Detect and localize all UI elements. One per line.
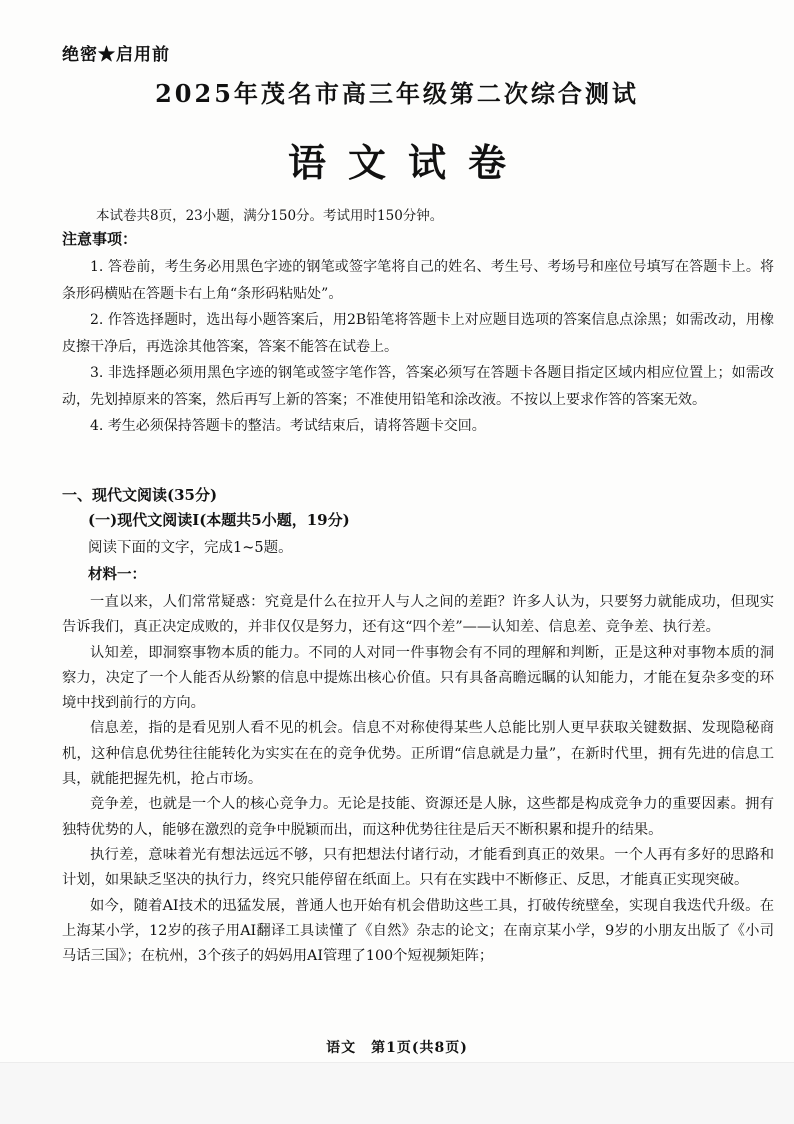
passage-paragraph: 竞争差，也就是一个人的核心竞争力。无论是技能、资源还是人脉，这些都是构成竞争力的重要因素。拥有独特优势的人，能够在激烈的竞争中脱颖而出，而这种优势往往是后天不断积累和提升的结果。 — [62, 796, 774, 838]
notice-list — [62, 254, 774, 440]
reading-instruction: 阅读下面的文字，完成1~5题。 — [88, 540, 293, 556]
passage-paragraph: 执行差，意味着光有想法远远不够，只有把想法付诸行动，才能看到真正的效果。一个人再有多好的思路和计划，如果缺乏坚决的执行力，终究只能停留在纸面上。只有在实践中不断修正、反思，才能真正实现突破。 — [62, 846, 774, 889]
notice-item: 1. 答卷前，考生务必用黑色字迹的钢笔或签字笔将自己的姓名、考生号、考场号和座位号填写在答题卡上。将条形码横贴在答题卡右上角“条形码粘贴处”。 — [62, 259, 774, 302]
passage-paragraph: 信息差，指的是看见别人看不见的机会。信息不对称使得某些人总能比别人更早获取关键数据、发现隐秘商机，这种信息优势往往能转化为实实在在的竞争优势。正所谓“信息就是力量”，在新时代里，拥有先进的信息工具，就能把握先机，抢占市场。 — [62, 720, 774, 788]
subject-title: 语文试卷 — [287, 140, 528, 185]
passage-paragraph: 认知差，即洞察事物本质的能力。不同的人对同一件事物会有不同的理解和判断，正是这种对事物本质的洞察力，决定了一个人能否从纷繁的信息中提炼出核心价值。只有具备高瞻远瞩的认知能力，才能在复杂多变的环境中找到前行的方向。 — [62, 644, 774, 712]
page-bottom-margin — [0, 1062, 794, 1124]
notice-item: 3. 非选择题必须用黑色字迹的钢笔或签字笔作答，答案必须写在答题卡各题目指定区域内相应位置上；如需改动，先划掉原来的答案，然后再写上新的答案；不准使用铅笔和涂改液。不按以上要求作答的答案无效。 — [62, 365, 774, 408]
notice-item: 4. 考生必须保持答题卡的整洁。考试结束后，请将答题卡交回。 — [90, 418, 486, 434]
section-heading: 一、现代文阅读(35分) — [62, 486, 218, 504]
confidential-mark: 绝密★启用前 — [62, 45, 170, 65]
exam-intro: 本试卷共8页，23小题，满分150分。考试用时150分钟。 — [96, 208, 444, 224]
exam-title: 2025年茂名市高三年级第二次综合测试 — [155, 79, 639, 108]
reading-passage — [62, 590, 774, 969]
passage-paragraph: 一直以来，人们常常疑惑：究竟是什么在拉开人与人之间的差距？许多人认为，只要努力就能成功，但现实告诉我们，真正决定成败的，并非仅仅是努力，还有这“四个差”——认知差、信息差、竞争差、执行差。 — [62, 594, 774, 636]
subsection-heading: (一)现代文阅读Ⅰ(本题共5小题，19分) — [88, 511, 350, 529]
passage-paragraph: 如今，随着AI技术的迅猛发展，普通人也开始有机会借助这些工具，打破传统壁垒，实现自我迭代升级。在上海某小学，12岁的孩子用AI翻译工具读懂了《自然》杂志的论文；在南京某小学，9岁的小朋友出版了《小司马话三国》；在杭州，3个孩子的妈妈用AI管理了100个短视频矩阵； — [62, 897, 774, 965]
material-label: 材料一： — [88, 566, 146, 583]
notice-heading: 注意事项： — [62, 230, 138, 248]
notice-item: 2. 作答选择题时，选出每小题答案后，用2B铅笔将答题卡上对应题目选项的答案信息点涂黑；如需改动，用橡皮擦干净后，再选涂其他答案，答案不能答在试卷上。 — [62, 312, 774, 355]
page-footer: 语文 第1页(共8页) — [326, 1040, 468, 1056]
